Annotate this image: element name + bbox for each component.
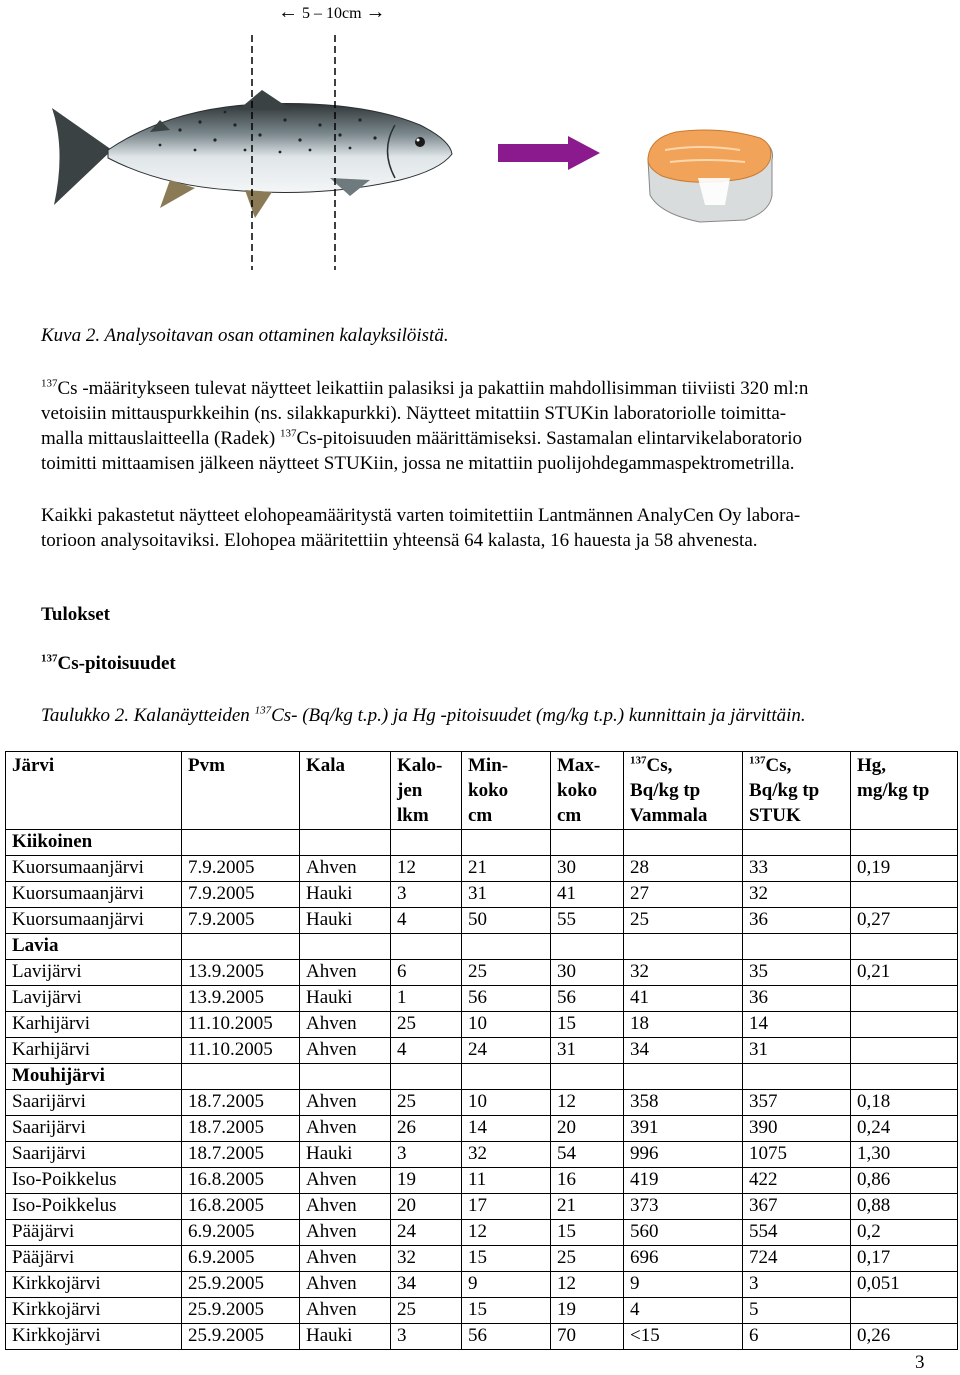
table-cell: 6.9.2005 bbox=[182, 1220, 300, 1246]
table-row bbox=[6, 1012, 958, 1038]
table-header-cell: Bq/kg tp bbox=[624, 779, 743, 804]
table-cell: 696 bbox=[624, 1246, 743, 1272]
table-header-row bbox=[6, 779, 958, 804]
table-cell: Karhijärvi bbox=[6, 1012, 182, 1038]
table-cell: Ahven bbox=[300, 960, 391, 986]
page-number: 3 bbox=[915, 1352, 925, 1373]
table-cell: 4 bbox=[391, 908, 462, 934]
table-cell: 15 bbox=[551, 1220, 624, 1246]
table-cell: 41 bbox=[624, 986, 743, 1012]
table-cell: 1,30 bbox=[851, 1142, 958, 1168]
table-cell: 31 bbox=[551, 1038, 624, 1064]
cs-heading: $^{137}$Cs-pitoisuudet bbox=[41, 652, 176, 674]
table-cell: 25 bbox=[391, 1012, 462, 1038]
paragraph-2-line-2: torioon analysoitaviksi. Elohopea määritettiin yhteensä 64 kalasta, 16 hauesta ja 58 ahvenesta. bbox=[41, 530, 758, 551]
table-cell: Kuorsumaanjärvi bbox=[6, 856, 182, 882]
table-cell: 996 bbox=[624, 1142, 743, 1168]
paragraph-1-line-4: toimitti mittaamisen jälkeen näytteet STUKiin, jossa ne mitattiin puolijohdegammaspektrometrilla. bbox=[41, 453, 795, 474]
table-row bbox=[6, 1116, 958, 1142]
table-cell: 25 bbox=[551, 1246, 624, 1272]
table-cell: 6.9.2005 bbox=[182, 1246, 300, 1272]
table-header-cell: Kala bbox=[300, 752, 391, 780]
table-cell: Ahven bbox=[300, 1272, 391, 1298]
table-cell: 7.9.2005 bbox=[182, 882, 300, 908]
table-cell: Kirkkojärvi bbox=[6, 1298, 182, 1324]
table-cell: 15 bbox=[551, 1012, 624, 1038]
table-cell: Lavijärvi bbox=[6, 960, 182, 986]
table-cell bbox=[743, 1064, 851, 1090]
table-row bbox=[6, 1168, 958, 1194]
table-row bbox=[6, 960, 958, 986]
table-cell bbox=[391, 934, 462, 960]
table-cell: 11.10.2005 bbox=[182, 1038, 300, 1064]
table-cell: 0,17 bbox=[851, 1246, 958, 1272]
table-cell: 6 bbox=[391, 960, 462, 986]
table-cell bbox=[391, 1064, 462, 1090]
table-cell: Ahven bbox=[300, 1116, 391, 1142]
table-cell: Ahven bbox=[300, 1220, 391, 1246]
table-cell: 25.9.2005 bbox=[182, 1272, 300, 1298]
salmon-steak-icon bbox=[648, 130, 773, 222]
table-group-row bbox=[6, 1064, 958, 1090]
table-cell: 15 bbox=[462, 1246, 551, 1272]
table-header-row bbox=[6, 804, 958, 830]
table-cell: 373 bbox=[624, 1194, 743, 1220]
results-heading: Tulokset bbox=[41, 604, 110, 625]
table-cell: 32 bbox=[743, 882, 851, 908]
table-cell: Kiikoinen bbox=[6, 830, 182, 856]
table-cell: 4 bbox=[624, 1298, 743, 1324]
table-cell: 54 bbox=[551, 1142, 624, 1168]
table-row bbox=[6, 1246, 958, 1272]
table-cell: 25 bbox=[624, 908, 743, 934]
table-cell bbox=[851, 1298, 958, 1324]
table-cell bbox=[851, 1064, 958, 1090]
table-cell: Ahven bbox=[300, 1194, 391, 1220]
table-cell: 31 bbox=[462, 882, 551, 908]
table-cell bbox=[182, 830, 300, 856]
table-header-cell: lkm bbox=[391, 804, 462, 830]
table-cell: 34 bbox=[624, 1038, 743, 1064]
table-cell: Ahven bbox=[300, 1012, 391, 1038]
table-cell: 0,21 bbox=[851, 960, 958, 986]
table-cell bbox=[851, 934, 958, 960]
table-cell: Mouhijärvi bbox=[6, 1064, 182, 1090]
table-cell: 11 bbox=[462, 1168, 551, 1194]
table-header-cell: Hg, bbox=[851, 752, 958, 780]
table-cell: 0,24 bbox=[851, 1116, 958, 1142]
table-row bbox=[6, 1298, 958, 1324]
table-cell: 419 bbox=[624, 1168, 743, 1194]
table-cell: 56 bbox=[462, 986, 551, 1012]
width-label: 5 – 10cm bbox=[302, 5, 362, 22]
table-header-cell: koko bbox=[551, 779, 624, 804]
table-cell: 55 bbox=[551, 908, 624, 934]
table-header-row bbox=[6, 752, 958, 780]
figure bbox=[0, 0, 960, 290]
paragraph-1-line-3: malla mittauslaitteella (Radek) $^{137}$Cs-pitoisuuden määrittämiseksi. Sastamalan elintarvikelaboratorio bbox=[41, 427, 802, 449]
table-cell: 5 bbox=[743, 1298, 851, 1324]
table-cell: Hauki bbox=[300, 1142, 391, 1168]
table-cell: Pääjärvi bbox=[6, 1220, 182, 1246]
table-cell: 4 bbox=[391, 1038, 462, 1064]
table-group-row bbox=[6, 934, 958, 960]
table-header-cell bbox=[300, 804, 391, 830]
table-cell: 30 bbox=[551, 856, 624, 882]
table-row bbox=[6, 1272, 958, 1298]
table-cell bbox=[462, 934, 551, 960]
table-cell: Hauki bbox=[300, 1324, 391, 1350]
table-cell: 30 bbox=[551, 960, 624, 986]
table-cell: 50 bbox=[462, 908, 551, 934]
table-cell: 35 bbox=[743, 960, 851, 986]
table-cell bbox=[743, 934, 851, 960]
table-cell bbox=[624, 934, 743, 960]
table-cell bbox=[182, 934, 300, 960]
table-cell: 34 bbox=[391, 1272, 462, 1298]
table-cell: Ahven bbox=[300, 1168, 391, 1194]
table-cell: 0,86 bbox=[851, 1168, 958, 1194]
table-cell: 12 bbox=[462, 1220, 551, 1246]
table-row bbox=[6, 1142, 958, 1168]
table-cell: 18.7.2005 bbox=[182, 1090, 300, 1116]
table-cell: 14 bbox=[462, 1116, 551, 1142]
table-header-cell: cm bbox=[551, 804, 624, 830]
table-cell: 358 bbox=[624, 1090, 743, 1116]
table-cell: 7.9.2005 bbox=[182, 908, 300, 934]
table-cell bbox=[743, 830, 851, 856]
table-cell: Ahven bbox=[300, 1246, 391, 1272]
table-row bbox=[6, 986, 958, 1012]
table-cell: 0,18 bbox=[851, 1090, 958, 1116]
table-row bbox=[6, 908, 958, 934]
table-cell: 13.9.2005 bbox=[182, 960, 300, 986]
table-cell: 14 bbox=[743, 1012, 851, 1038]
table-row bbox=[6, 1324, 958, 1350]
table-header-cell: koko bbox=[462, 779, 551, 804]
table-cell: Ahven bbox=[300, 1038, 391, 1064]
table-caption: Taulukko 2. Kalanäytteiden $^{137}$Cs- (Bq/kg t.p.) ja Hg -pitoisuudet (mg/kg t.p.) kunnittain ja järvittäin. bbox=[41, 704, 806, 726]
table-cell bbox=[551, 1064, 624, 1090]
table-cell bbox=[851, 882, 958, 908]
table-header-cell: Bq/kg tp bbox=[743, 779, 851, 804]
table-header-cell bbox=[182, 804, 300, 830]
fish-body bbox=[108, 103, 452, 192]
table-cell: 33 bbox=[743, 856, 851, 882]
arrow-left-icon: ← bbox=[278, 1, 298, 23]
table-cell: 21 bbox=[462, 856, 551, 882]
table-cell bbox=[551, 830, 624, 856]
table-cell: 70 bbox=[551, 1324, 624, 1350]
table-row bbox=[6, 856, 958, 882]
table-cell: 391 bbox=[624, 1116, 743, 1142]
table-header-cell bbox=[300, 779, 391, 804]
table-row bbox=[6, 882, 958, 908]
table-cell: Kirkkojärvi bbox=[6, 1272, 182, 1298]
table-cell bbox=[300, 934, 391, 960]
table-cell: Ahven bbox=[300, 1298, 391, 1324]
fish-eye bbox=[415, 137, 425, 147]
table-header-cell: jen bbox=[391, 779, 462, 804]
table-cell: 24 bbox=[391, 1220, 462, 1246]
table-cell: 25 bbox=[462, 960, 551, 986]
table-group-row bbox=[6, 830, 958, 856]
table-row bbox=[6, 1220, 958, 1246]
process-arrow-icon bbox=[498, 136, 600, 170]
table-cell: Pääjärvi bbox=[6, 1246, 182, 1272]
table-cell: 17 bbox=[462, 1194, 551, 1220]
table-cell: 36 bbox=[743, 908, 851, 934]
table-cell: 56 bbox=[462, 1324, 551, 1350]
table-cell: 10 bbox=[462, 1090, 551, 1116]
table-cell: 27 bbox=[624, 882, 743, 908]
table-header-cell: Min- bbox=[462, 752, 551, 780]
table-cell: 25 bbox=[391, 1298, 462, 1324]
table-cell: 12 bbox=[551, 1090, 624, 1116]
table-cell: 24 bbox=[462, 1038, 551, 1064]
table-cell: 18.7.2005 bbox=[182, 1116, 300, 1142]
table-cell: Saarijärvi bbox=[6, 1090, 182, 1116]
table-header-cell: $^{137}$Cs, bbox=[743, 752, 851, 780]
table-header-cell: Pvm bbox=[182, 752, 300, 780]
table-cell bbox=[300, 830, 391, 856]
table-cell: 18 bbox=[624, 1012, 743, 1038]
table-cell: Ahven bbox=[300, 856, 391, 882]
table-cell: 560 bbox=[624, 1220, 743, 1246]
table-cell: 1075 bbox=[743, 1142, 851, 1168]
table-header-cell: $^{137}$Cs, bbox=[624, 752, 743, 780]
table-cell: 20 bbox=[551, 1116, 624, 1142]
table-cell: 0,27 bbox=[851, 908, 958, 934]
table-cell: 0,19 bbox=[851, 856, 958, 882]
paragraph-1-line-2: vetoisiin mittauspurkkeihin (ns. silakkapurkki). Näytteet mitattiin STUKin laboratoriolle toimitta- bbox=[41, 403, 787, 424]
table-row bbox=[6, 1090, 958, 1116]
table-cell: 32 bbox=[624, 960, 743, 986]
table-cell: 15 bbox=[462, 1298, 551, 1324]
paragraph-2 bbox=[41, 503, 941, 553]
table-cell: 19 bbox=[551, 1298, 624, 1324]
table-cell: 12 bbox=[391, 856, 462, 882]
table-cell bbox=[851, 830, 958, 856]
table-cell: 19 bbox=[391, 1168, 462, 1194]
table-header-cell: Kalo- bbox=[391, 752, 462, 780]
table-cell: Lavia bbox=[6, 934, 182, 960]
table-cell bbox=[391, 830, 462, 856]
table-header-cell bbox=[182, 779, 300, 804]
results-table bbox=[5, 751, 958, 1350]
table-cell: 13.9.2005 bbox=[182, 986, 300, 1012]
table-cell: 20 bbox=[391, 1194, 462, 1220]
table-cell: 3 bbox=[743, 1272, 851, 1298]
table-cell: Iso-Poikkelus bbox=[6, 1168, 182, 1194]
table-cell: 554 bbox=[743, 1220, 851, 1246]
table-cell bbox=[551, 934, 624, 960]
table-cell: Saarijärvi bbox=[6, 1116, 182, 1142]
figure-caption: Kuva 2. Analysoitavan osan ottaminen kalayksilöistä. bbox=[41, 325, 449, 346]
table-cell: Iso-Poikkelus bbox=[6, 1194, 182, 1220]
table-cell: 367 bbox=[743, 1194, 851, 1220]
table-header-cell: Vammala bbox=[624, 804, 743, 830]
table-cell bbox=[851, 986, 958, 1012]
table-cell: 26 bbox=[391, 1116, 462, 1142]
table-cell: Lavijärvi bbox=[6, 986, 182, 1012]
table-cell: 3 bbox=[391, 1324, 462, 1350]
table-cell: 3 bbox=[391, 882, 462, 908]
table-cell: Hauki bbox=[300, 882, 391, 908]
table-cell: Kuorsumaanjärvi bbox=[6, 908, 182, 934]
fish-dorsal-fin bbox=[238, 90, 292, 110]
table-cell: 11.10.2005 bbox=[182, 1012, 300, 1038]
table-cell: 36 bbox=[743, 986, 851, 1012]
table-cell: Hauki bbox=[300, 986, 391, 1012]
table-cell: 390 bbox=[743, 1116, 851, 1142]
arrow-right-icon: → bbox=[365, 1, 386, 23]
table-cell: Kuorsumaanjärvi bbox=[6, 882, 182, 908]
table-cell: 1 bbox=[391, 986, 462, 1012]
table-cell: Saarijärvi bbox=[6, 1142, 182, 1168]
table-cell: 7.9.2005 bbox=[182, 856, 300, 882]
table-header-cell: Max- bbox=[551, 752, 624, 780]
table-cell bbox=[851, 1012, 958, 1038]
table-cell: 21 bbox=[551, 1194, 624, 1220]
table-cell: 12 bbox=[551, 1272, 624, 1298]
table-cell: 9 bbox=[462, 1272, 551, 1298]
table-cell: 10 bbox=[462, 1012, 551, 1038]
table-cell: <15 bbox=[624, 1324, 743, 1350]
table-cell: 9 bbox=[624, 1272, 743, 1298]
table-cell bbox=[624, 1064, 743, 1090]
table-cell: 0,26 bbox=[851, 1324, 958, 1350]
table-header-cell: cm bbox=[462, 804, 551, 830]
table-cell: 32 bbox=[391, 1246, 462, 1272]
table-cell: 28 bbox=[624, 856, 743, 882]
table-cell: 0,2 bbox=[851, 1220, 958, 1246]
table-cell: 31 bbox=[743, 1038, 851, 1064]
table-cell: 25.9.2005 bbox=[182, 1324, 300, 1350]
fish-tail bbox=[52, 108, 112, 205]
table-cell: 16 bbox=[551, 1168, 624, 1194]
table-cell bbox=[462, 830, 551, 856]
paragraph-1 bbox=[41, 376, 941, 476]
table-cell: 41 bbox=[551, 882, 624, 908]
table-cell: Ahven bbox=[300, 1090, 391, 1116]
table-cell: 16.8.2005 bbox=[182, 1168, 300, 1194]
table-cell: Karhijärvi bbox=[6, 1038, 182, 1064]
table-cell bbox=[300, 1064, 391, 1090]
table-cell bbox=[624, 830, 743, 856]
table-cell: 6 bbox=[743, 1324, 851, 1350]
table-cell bbox=[851, 1038, 958, 1064]
table-cell: Kirkkojärvi bbox=[6, 1324, 182, 1350]
fish-illustration bbox=[0, 0, 960, 290]
table-cell: 25.9.2005 bbox=[182, 1298, 300, 1324]
table-cell: 724 bbox=[743, 1246, 851, 1272]
table-cell: 16.8.2005 bbox=[182, 1194, 300, 1220]
table-cell: 56 bbox=[551, 986, 624, 1012]
table-cell: Hauki bbox=[300, 908, 391, 934]
table-header-cell bbox=[851, 804, 958, 830]
table-cell: 18.7.2005 bbox=[182, 1142, 300, 1168]
paragraph-2-line-1: Kaikki pakastetut näytteet elohopeamääritystä varten toimitettiin Lantmännen AnalyCen Oy labora- bbox=[41, 505, 801, 526]
table-cell: 32 bbox=[462, 1142, 551, 1168]
table-cell bbox=[182, 1064, 300, 1090]
table-row bbox=[6, 1038, 958, 1064]
table-row bbox=[6, 1194, 958, 1220]
table-cell: 25 bbox=[391, 1090, 462, 1116]
table-header-cell bbox=[6, 779, 182, 804]
table-header-cell bbox=[6, 804, 182, 830]
table-header-cell: STUK bbox=[743, 804, 851, 830]
table-header-cell: mg/kg tp bbox=[851, 779, 958, 804]
paragraph-1-line-1: $^{137}$Cs -määritykseen tulevat näytteet leikattiin palasiksi ja pakattiin mahdollisimman tiiviisti 320 ml:n bbox=[41, 377, 809, 399]
table-cell: 422 bbox=[743, 1168, 851, 1194]
table-cell: 0,051 bbox=[851, 1272, 958, 1298]
table-cell: 0,88 bbox=[851, 1194, 958, 1220]
table-cell: 357 bbox=[743, 1090, 851, 1116]
table-header-cell: Järvi bbox=[6, 752, 182, 780]
table-cell: 3 bbox=[391, 1142, 462, 1168]
table-cell bbox=[462, 1064, 551, 1090]
